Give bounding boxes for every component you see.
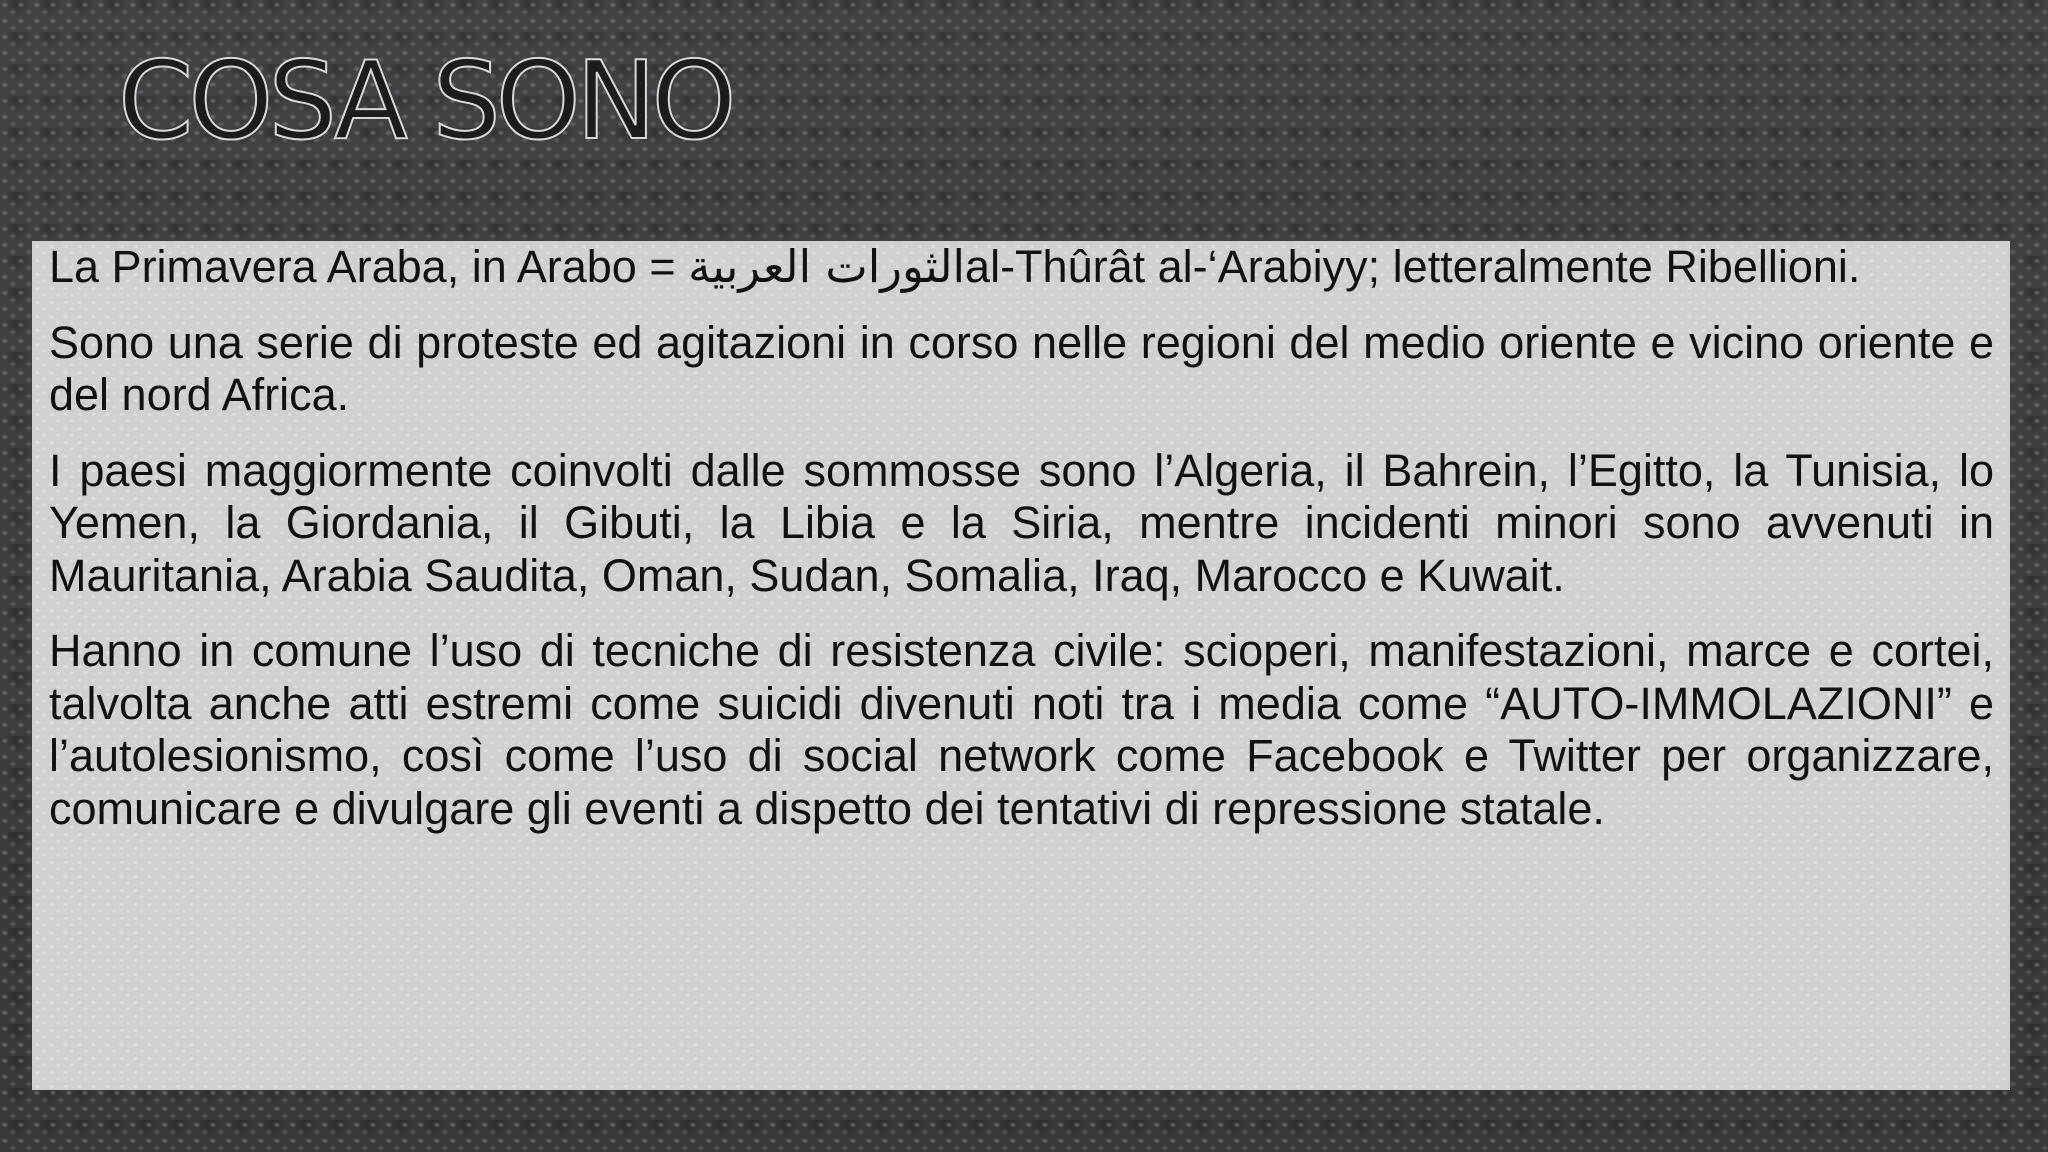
content-panel	[32, 241, 2010, 1090]
arabic-term: الثورات العربية	[688, 240, 966, 293]
paragraph-resistance-techniques: Hanno in comune l’uso di tecniche di resistenza civile: scioperi, manifestazioni, marce e cortei, talvolta anche atti estremi come suicidi divenuti noti tra i media come “AUTO-IMMOLAZIONI” e l’autolesionismo, così come l’uso di social network come Facebook e Twitter per organizzare, comunicare e divulgare gli eventi a dispetto dei tentativi di repressione statale.	[49, 625, 1994, 834]
paragraph-1-transliteration: al-Thûrât al-‘Arabiyy; letteralmente Ribellioni.	[965, 241, 1861, 292]
paragraph-countries-involved: I paesi maggiormente coinvolti dalle sommosse sono l’Algeria, il Bahrein, l’Egitto, la Tunisia, lo Yemen, la Giordania, il Gibuti, la Libia e la Siria, mentre incidenti minori sono avvenuti in Mauritania, Arabia Saudita, Oman, Sudan, Somalia, Iraq, Marocco e Kuwait.	[49, 444, 1994, 601]
slide-title: COSA SONO	[118, 39, 732, 164]
paragraph-1-lead: La Primavera Araba, in Arabo =	[49, 241, 689, 292]
paragraph-protests-description: Sono una serie di proteste ed agitazioni in corso nelle regioni del medio oriente e vicino oriente e del nord Africa.	[49, 316, 1994, 420]
paragraph-arab-spring-definition	[49, 241, 1994, 294]
